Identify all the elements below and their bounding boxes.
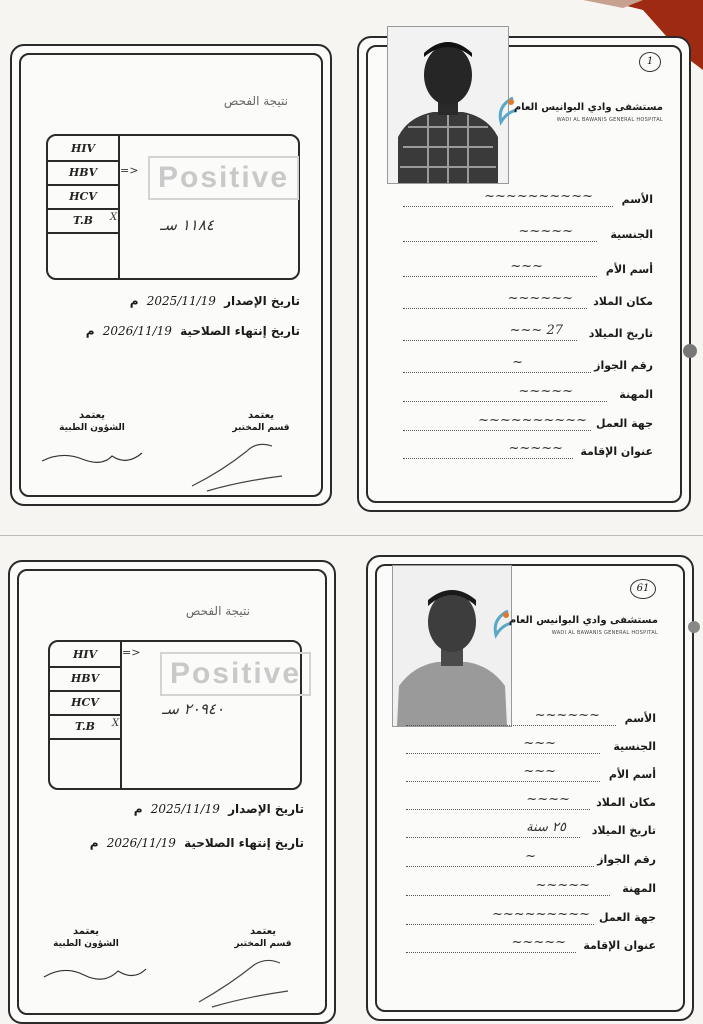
punch-hole (688, 621, 700, 633)
test-hiv: HIV (50, 642, 120, 668)
field-nationality: الجنسية ~~~~~ (363, 225, 653, 245)
result-card-top (10, 44, 332, 506)
info-card-top (357, 36, 691, 512)
result-title: نتيجة الفحص (223, 94, 288, 108)
result-handwriting: ١١٨٤ سـ (160, 216, 214, 234)
positive-stamp: Positive (148, 156, 299, 200)
field-mother-name: أسم الأم ~~~ (363, 260, 653, 280)
field-profession: المهنة ~~~~~ (363, 385, 653, 405)
issue-date: تاريخ الإصدار 2025/11/19 م (133, 802, 304, 816)
punch-hole (683, 344, 697, 358)
test-hbv: HBV (48, 160, 118, 186)
field-profession: المهنة ~~~~~ (376, 879, 656, 899)
test-results-box (46, 134, 300, 280)
card-number: 61 (630, 579, 656, 599)
test-tb: T.B (48, 208, 118, 234)
signatures (32, 431, 312, 501)
test-hiv: HIV (48, 136, 118, 162)
field-passport: رقم الجواز ~ (376, 850, 656, 870)
approve-lab: يعتمد قسم المختبر (232, 410, 290, 433)
field-mother-name: أسم الأم ~~~ (376, 765, 656, 785)
result-handwriting: ٢٠٩٤٠ سـ (162, 700, 225, 718)
hospital-logo (488, 615, 658, 641)
hospital-name-en: WADI AL BAWANIS GENERAL HOSPITAL (556, 117, 663, 123)
expiry-date: تاريخ إنتهاء الصلاحية 2026/11/19 م (89, 836, 304, 850)
field-employer: جهة العمل ~~~~~~~~~ (376, 908, 656, 928)
field-birthdate: تاريخ الميلاد ٢٥ سنة (376, 821, 656, 841)
field-name: الأسم ~~~~~~~~~~ (363, 190, 653, 210)
test-results-box (48, 640, 302, 790)
person-photo (387, 26, 509, 184)
approve-medical: يعتمد الشؤون الطبية (59, 410, 125, 433)
field-passport: رقم الجواز ~ (363, 356, 653, 376)
signatures (34, 947, 314, 1017)
hospital-name-en: WADI AL BAWANIS GENERAL HOSPITAL (551, 630, 658, 636)
field-address: عنوان الإقامة ~~~~~ (376, 936, 656, 956)
field-nationality: الجنسية ~~~ (376, 737, 656, 757)
page-divider (0, 535, 703, 536)
field-name: الأسم ~~~~~~ (376, 709, 656, 729)
hiv-mark: => (122, 646, 141, 659)
tb-mark: X (112, 718, 120, 729)
field-address: عنوان الإقامة ~~~~~ (363, 442, 653, 462)
tb-mark: X (110, 212, 118, 223)
field-birthdate: تاريخ الميلاد 27 ~~~ (363, 324, 653, 344)
approve-lab: يعتمد قسم المختبر (234, 926, 292, 949)
field-birthplace: مكان الملاد ~~~~~~ (363, 292, 653, 312)
expiry-date: تاريخ إنتهاء الصلاحية 2026/11/19 م (85, 324, 300, 338)
test-hcv: HCV (48, 184, 118, 210)
issue-date: تاريخ الإصدار 2025/11/19 م (129, 294, 300, 308)
result-card-bottom (8, 560, 336, 1024)
test-tb: T.B (50, 714, 120, 740)
approve-medical: يعتمد الشؤون الطبية (53, 926, 119, 949)
person-photo (392, 565, 512, 727)
info-card-bottom (366, 555, 694, 1021)
hospital-name: مستشفى وادي البوانيس العام (513, 102, 663, 113)
result-title: نتيجة الفحص (185, 604, 250, 618)
hospital-logo (493, 102, 663, 128)
positive-stamp: Positive (160, 652, 311, 696)
hbv-mark: => (120, 164, 139, 177)
card-number: 1 (639, 52, 661, 72)
test-hbv: HBV (50, 666, 120, 692)
hospital-name: مستشفى وادي البوانيس العام (508, 615, 658, 626)
field-birthplace: مكان الملاد ~~~~ (376, 793, 656, 813)
field-employer: جهة العمل ~~~~~~~~~~ (363, 414, 653, 434)
test-hcv: HCV (50, 690, 120, 716)
